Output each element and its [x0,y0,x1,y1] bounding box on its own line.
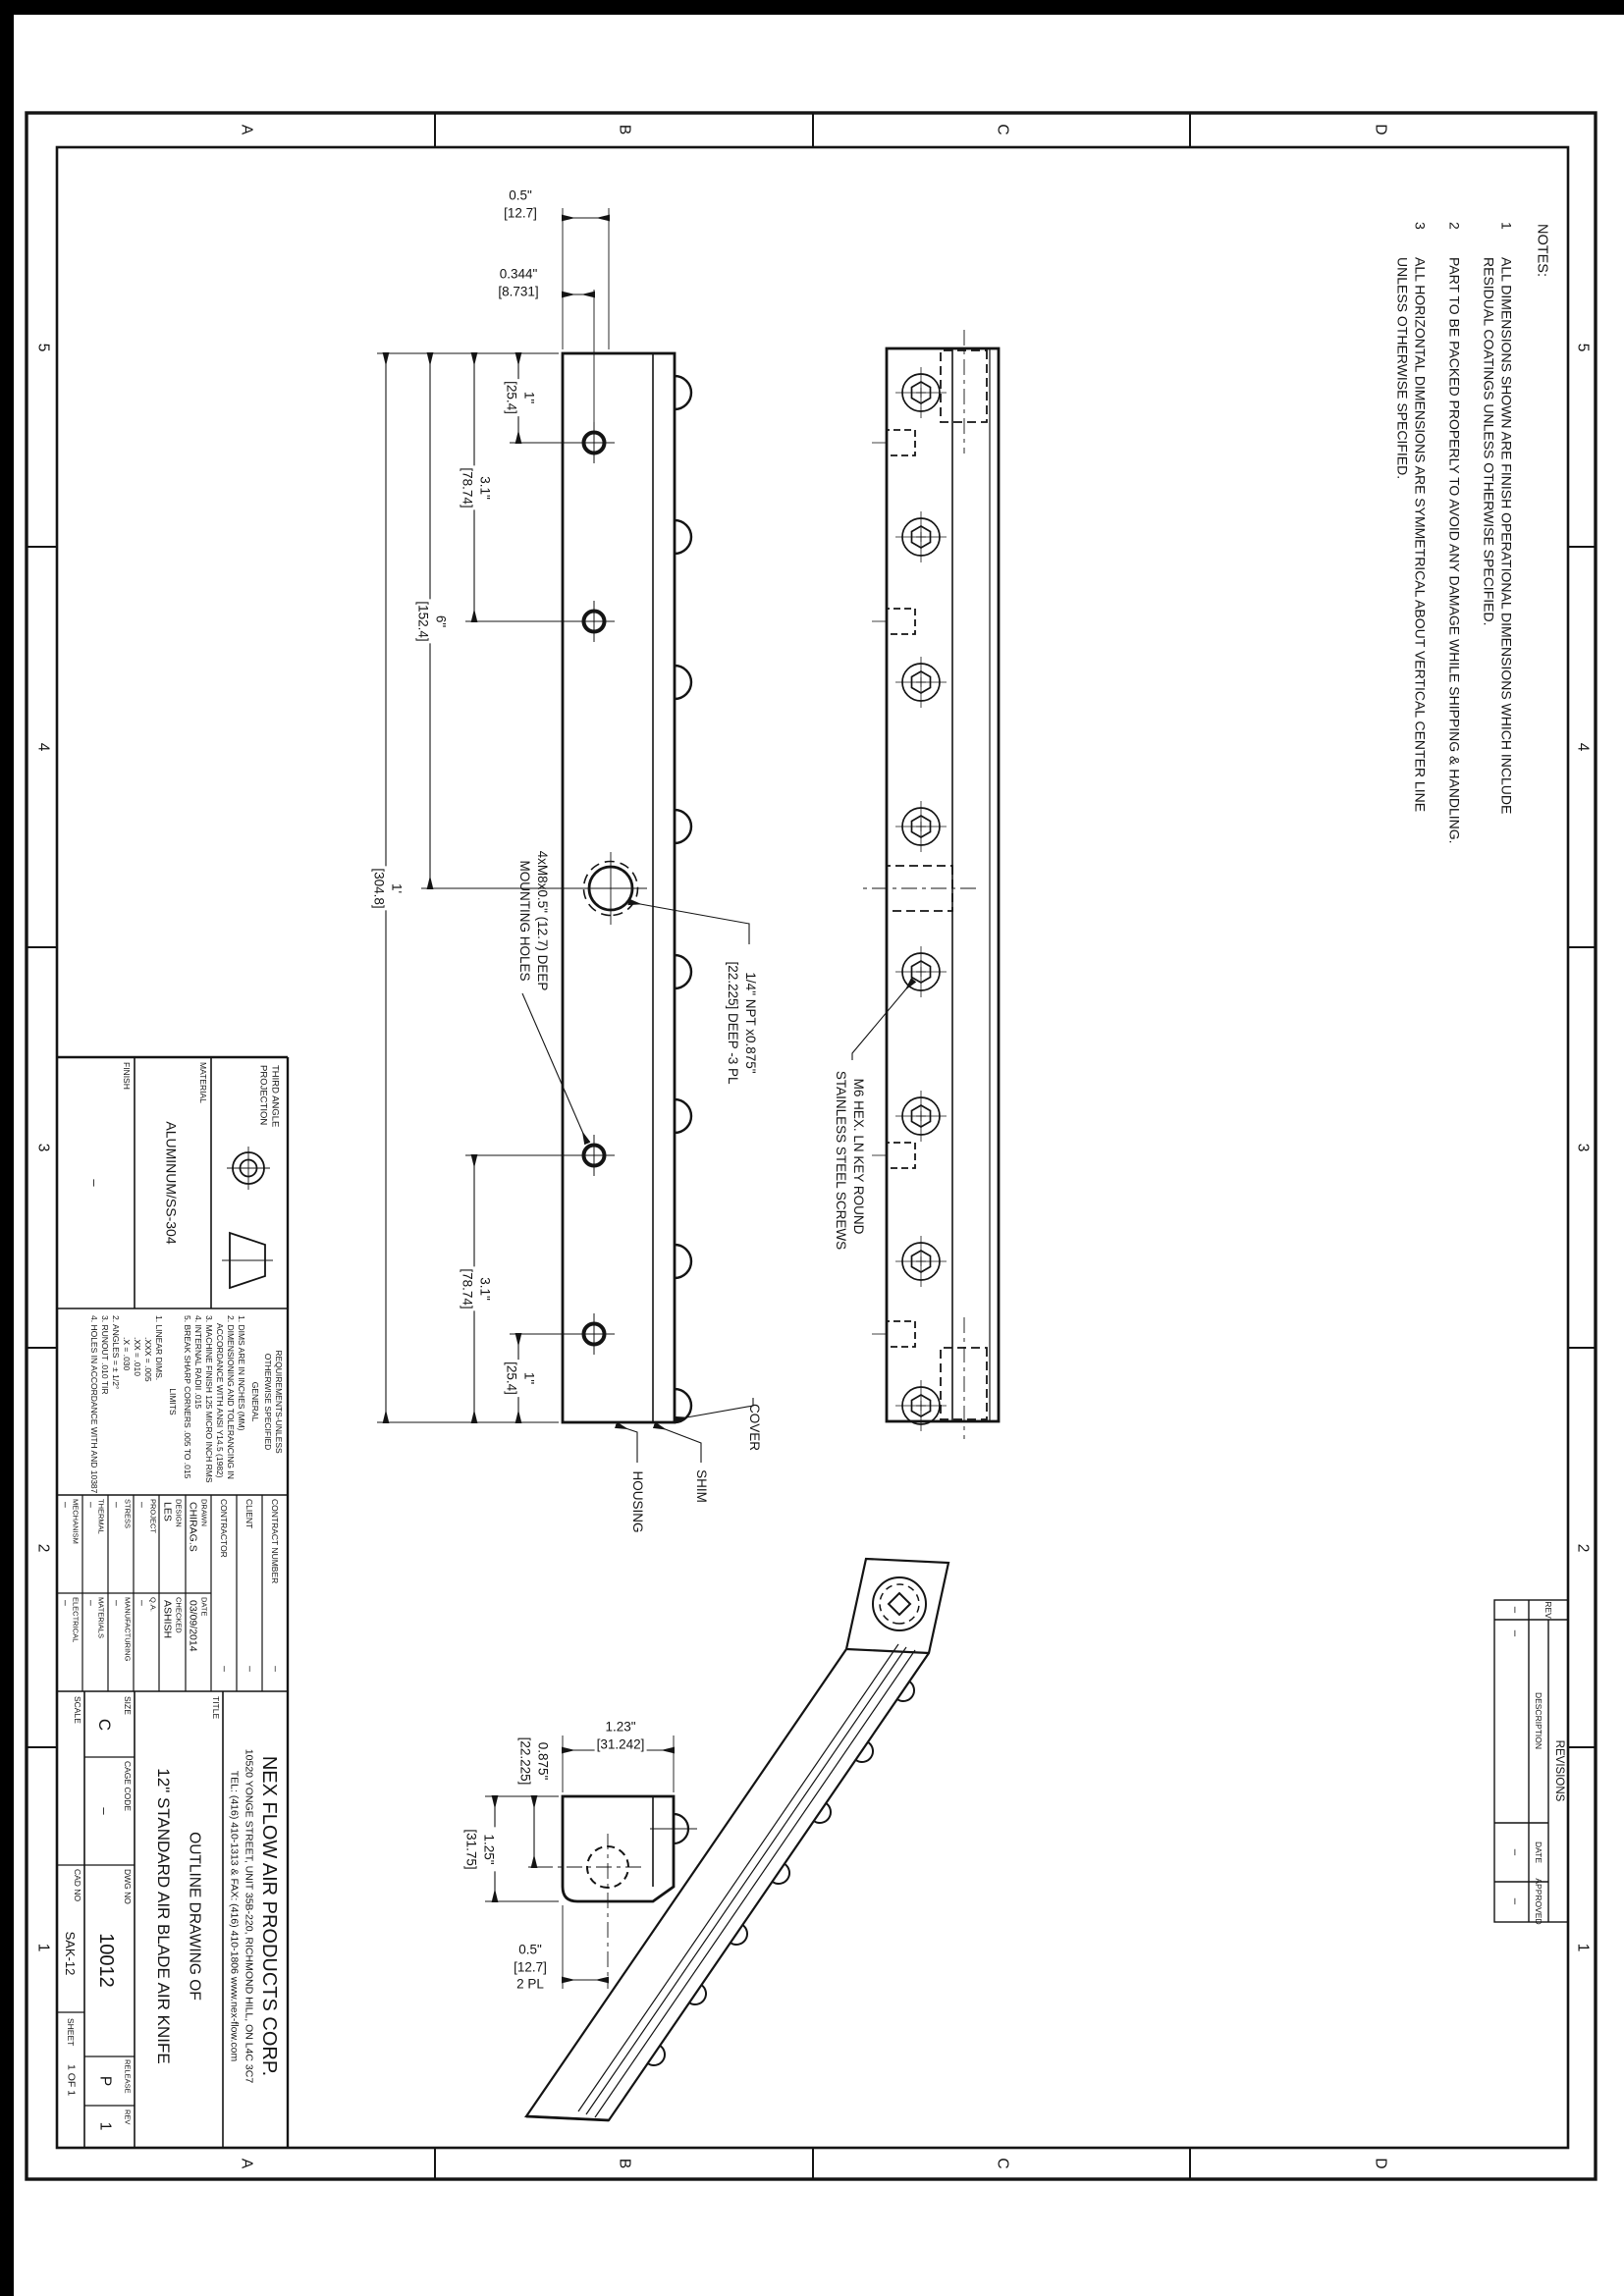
revisions-row-rev: – [1508,1606,1521,1614]
zone-col-5-top: 5 [1574,343,1592,352]
callout-m6-line-1: M6 HEX. LN KEY ROUND [850,1078,866,1235]
limits-label: LIMITS [168,1388,179,1415]
manufacturing-label: MANUFACTURING [123,1597,133,1662]
zone-row-a-left: A [238,124,255,135]
zone-col-3-bottom: 3 [34,1143,52,1152]
callout-m8-line-1: 4xM8x0.5" (12.7) DEEP [534,850,550,991]
date-label: DATE [199,1597,209,1617]
zone-row-b-right: B [616,2158,633,2169]
label-housing: HOUSING [629,1470,645,1533]
third-angle-symbol [222,1147,273,1288]
revisions-header-description: DESCRIPTION [1534,1691,1544,1750]
limit-item-4: 4. HOLES IN ACCORDANCE WITH AND 10387 [89,1315,100,1494]
design-value: LES [161,1502,174,1522]
checked-value: ASHISH [161,1600,174,1639]
revisions-header-rev: REV [1543,1601,1554,1619]
title-label: TITLE [211,1696,222,1720]
contractor-label: CONTRACTOR [219,1499,230,1558]
release-label: RELEASE [123,2059,133,2094]
top-view [852,330,999,1439]
limit-item-1c: .X = .030 [122,1337,133,1371]
cage-code-label: CAGE CODE [123,1761,134,1812]
date-value: 03/09/2014 [187,1600,199,1652]
company-address: 10520 YONGE STREET, UNIT 35B-220, RICHMOND HILL, ON L4C 3C7 [243,1748,255,2084]
drawing-title-line-1: OUTLINE DRAWING OF [186,1832,203,2001]
drawn-value: CHIRAG.S [187,1502,199,1552]
stress-label: STRESS [123,1499,133,1529]
note-3-num: 3 [1412,222,1429,230]
req-item-5: 5. BREAK SHARP CORNERS .005 TO .015 [183,1315,193,1479]
client-value: – [244,1666,256,1672]
third-angle-label-2: PROJECTION [257,1065,269,1126]
zone-row-c-left: C [994,124,1011,135]
project-value: – [135,1502,148,1508]
project-label: PROJECT [148,1499,158,1534]
materials-label: MATERIALS [96,1597,106,1638]
dim-1in-left: 1" [25.4] [505,381,537,414]
zone-row-d-left: D [1372,124,1389,135]
note-1-line-2: RESIDUAL COATINGS UNLESS OTHERWISE SPECIFIED. [1481,257,1497,626]
req-item-2: 2. DIMENSIONING AND TOLERANCING IN [226,1315,237,1479]
note-2-num: 2 [1446,222,1463,230]
limit-item-1: 1. LINEAR DIMS. [154,1315,165,1381]
qa-value: – [135,1600,148,1606]
third-angle-label-1: THIRD ANGLE [269,1065,281,1128]
drawn-label: DRAWN [199,1499,209,1527]
electrical-value: – [59,1600,72,1606]
sheet-label: SHEET [66,2018,77,2047]
zone-col-1-bottom: 1 [34,1943,52,1952]
dim-1ft: 1' [304.8] [372,868,405,909]
contract-value: – [269,1666,282,1672]
zone-row-b-left: B [616,124,633,135]
callout-npt-line-2: [22.225] DEEP -3 PL [725,961,740,1085]
dwg-no-label: DWG NO [123,1869,134,1904]
limit-item-1b: .XX = .010 [133,1337,143,1376]
mechanism-value: – [59,1502,72,1508]
material-value: ALUMINUM/SS-304 [163,1121,180,1245]
rev-label: REV [123,2109,133,2125]
contractor-value: – [218,1666,231,1672]
zone-col-3-top: 3 [1574,1143,1592,1152]
qa-label: Q.A. [148,1597,158,1613]
design-label: DESIGN [174,1499,184,1527]
dwg-no-value: 10012 [95,1933,117,1988]
release-value: P [96,2075,114,2087]
dim-0.875: 0.875" [22.225] [518,1736,551,1786]
revisions-row-date: – [1508,1848,1521,1856]
req-header-1: REQUIREMENTS-UNLESS [274,1350,285,1454]
label-shim: SHIM [693,1469,709,1503]
size-label: SIZE [123,1696,134,1715]
zone-row-c-right: C [994,2158,1011,2169]
revisions-row-approved: – [1508,1897,1521,1905]
mechanism-label: MECHANISM [71,1499,81,1544]
manufacturing-value: – [110,1600,123,1606]
callout-npt-line-1: 1/4" NPT x0.875" [742,972,758,1074]
thermal-value: – [84,1502,97,1508]
cad-no-label: CAD NO [73,1869,83,1902]
revisions-title: REVISIONS [1552,1739,1565,1802]
req-item-2b: ACCORDANCE WITH ANSI Y14.5 (1982) [215,1323,226,1478]
req-item-1: 1. DIMS ARE IN INCHES (MM) [237,1315,247,1431]
front-view-dimensions [377,208,753,1463]
zone-col-5-bottom: 5 [34,343,52,352]
zone-col-4-bottom: 4 [34,742,52,752]
finish-label: FINISH [122,1062,133,1090]
revisions-row-description: – [1508,1629,1521,1637]
dim-1in-right: 1" [25.4] [505,1362,537,1395]
dim-3.1-left: 3.1" [78.74] [460,467,493,508]
zone-col-4-top: 4 [1574,742,1592,752]
scale-label: SCALE [73,1696,83,1724]
iso-end-screw [873,1577,926,1630]
dim-1.23: 1.23" [31.242] [596,1719,645,1751]
client-label: CLIENT [244,1499,255,1529]
contract-label: CONTRACT NUMBER [270,1499,281,1584]
dim-0.5-2pl: 0.5" [12.7] 2 PL [514,1942,547,1992]
company-tel: TEL: (416) 410-1313 & FAX: (416) 410-1806 www.nex-flow.com [228,1770,241,2062]
notes-heading: NOTES: [1534,224,1550,277]
zone-col-2-top: 2 [1574,1543,1592,1553]
npt-port-hole [574,852,647,925]
rev-value: 1 [96,2121,114,2131]
iso-slot-lines [578,1644,915,2117]
note-2-line-1: PART TO BE PACKED PROPERLY TO AVOID ANY DAMAGE WHILE SHIPPING & HANDLING. [1446,257,1463,844]
size-value: C [95,1718,115,1732]
electrical-label: ELECTRICAL [71,1597,81,1643]
revisions-header-approved: APPROVED [1534,1878,1544,1925]
limit-item-2: 2. ANGLES = ± 1/2° [111,1315,122,1390]
sheet-value: 1 OF 1 [65,2064,78,2097]
req-header-2: OTHERWISE SPECIFIED [263,1353,274,1451]
note-3-line-1: ALL HORIZONTAL DIMENSIONS ARE SYMMETRICAL ABOUT VERTICAL CENTER LINE [1412,257,1429,813]
materials-value: – [84,1600,97,1606]
limit-item-1a: .XXX = .005 [143,1337,154,1382]
dim-0.5-left: 0.5" [12.7] [504,187,537,220]
callout-m8-line-2: MOUNTING HOLES [516,860,532,982]
cage-code-value: – [96,1807,112,1815]
checked-label: CHECKED [174,1597,184,1633]
company-name: NEX FLOW AIR PRODUCTS CORP. [258,1755,280,2077]
isometric-view [526,1559,948,2120]
drawing-title-line-2: 12" STANDARD AIR BLADE AIR KNIFE [154,1768,174,2064]
thermal-label: THERMAL [96,1499,106,1534]
zone-col-1-top: 1 [1574,1943,1592,1952]
dim-1.25: 1.25" [31.75] [464,1829,497,1870]
dim-6in: 6" [152.4] [416,601,449,642]
dim-0.344: 0.344" [8.731] [498,266,539,298]
callout-m6-line-2: STAINLESS STEEL SCREWS [833,1070,848,1251]
note-3-line-2: UNLESS OTHERWISE SPECIFIED. [1394,257,1411,480]
zone-col-2-bottom: 2 [34,1543,52,1553]
zone-row-d-right: D [1372,2158,1389,2169]
req-item-3: 3. MACHINE FINISH 125 MICRO INCH RMS [204,1315,215,1483]
stress-value: – [110,1502,123,1508]
front-view [563,353,691,1422]
zone-row-a-right: A [238,2158,255,2169]
center-lines [862,330,976,1439]
note-1-num: 1 [1498,222,1515,230]
label-cover: COVER [746,1403,762,1452]
material-label: MATERIAL [198,1062,209,1103]
dim-3.1-right: 3.1" [78.74] [460,1268,493,1309]
finish-value: – [86,1179,102,1187]
limit-item-3: 3. RUNOUT .010 TIR [100,1315,111,1395]
req-item-4: 4. INTERNAL RADII .015 [193,1315,204,1410]
revisions-header-date: DATE [1534,1841,1544,1864]
cad-no-value: SAK-12 [62,1931,78,1976]
req-general-label: GENERAL [250,1381,261,1422]
note-1-line-1: ALL DIMENSIONS SHOWN ARE FINISH OPERATIONAL DIMENSIONS WHICH INCLUDE [1498,257,1515,815]
